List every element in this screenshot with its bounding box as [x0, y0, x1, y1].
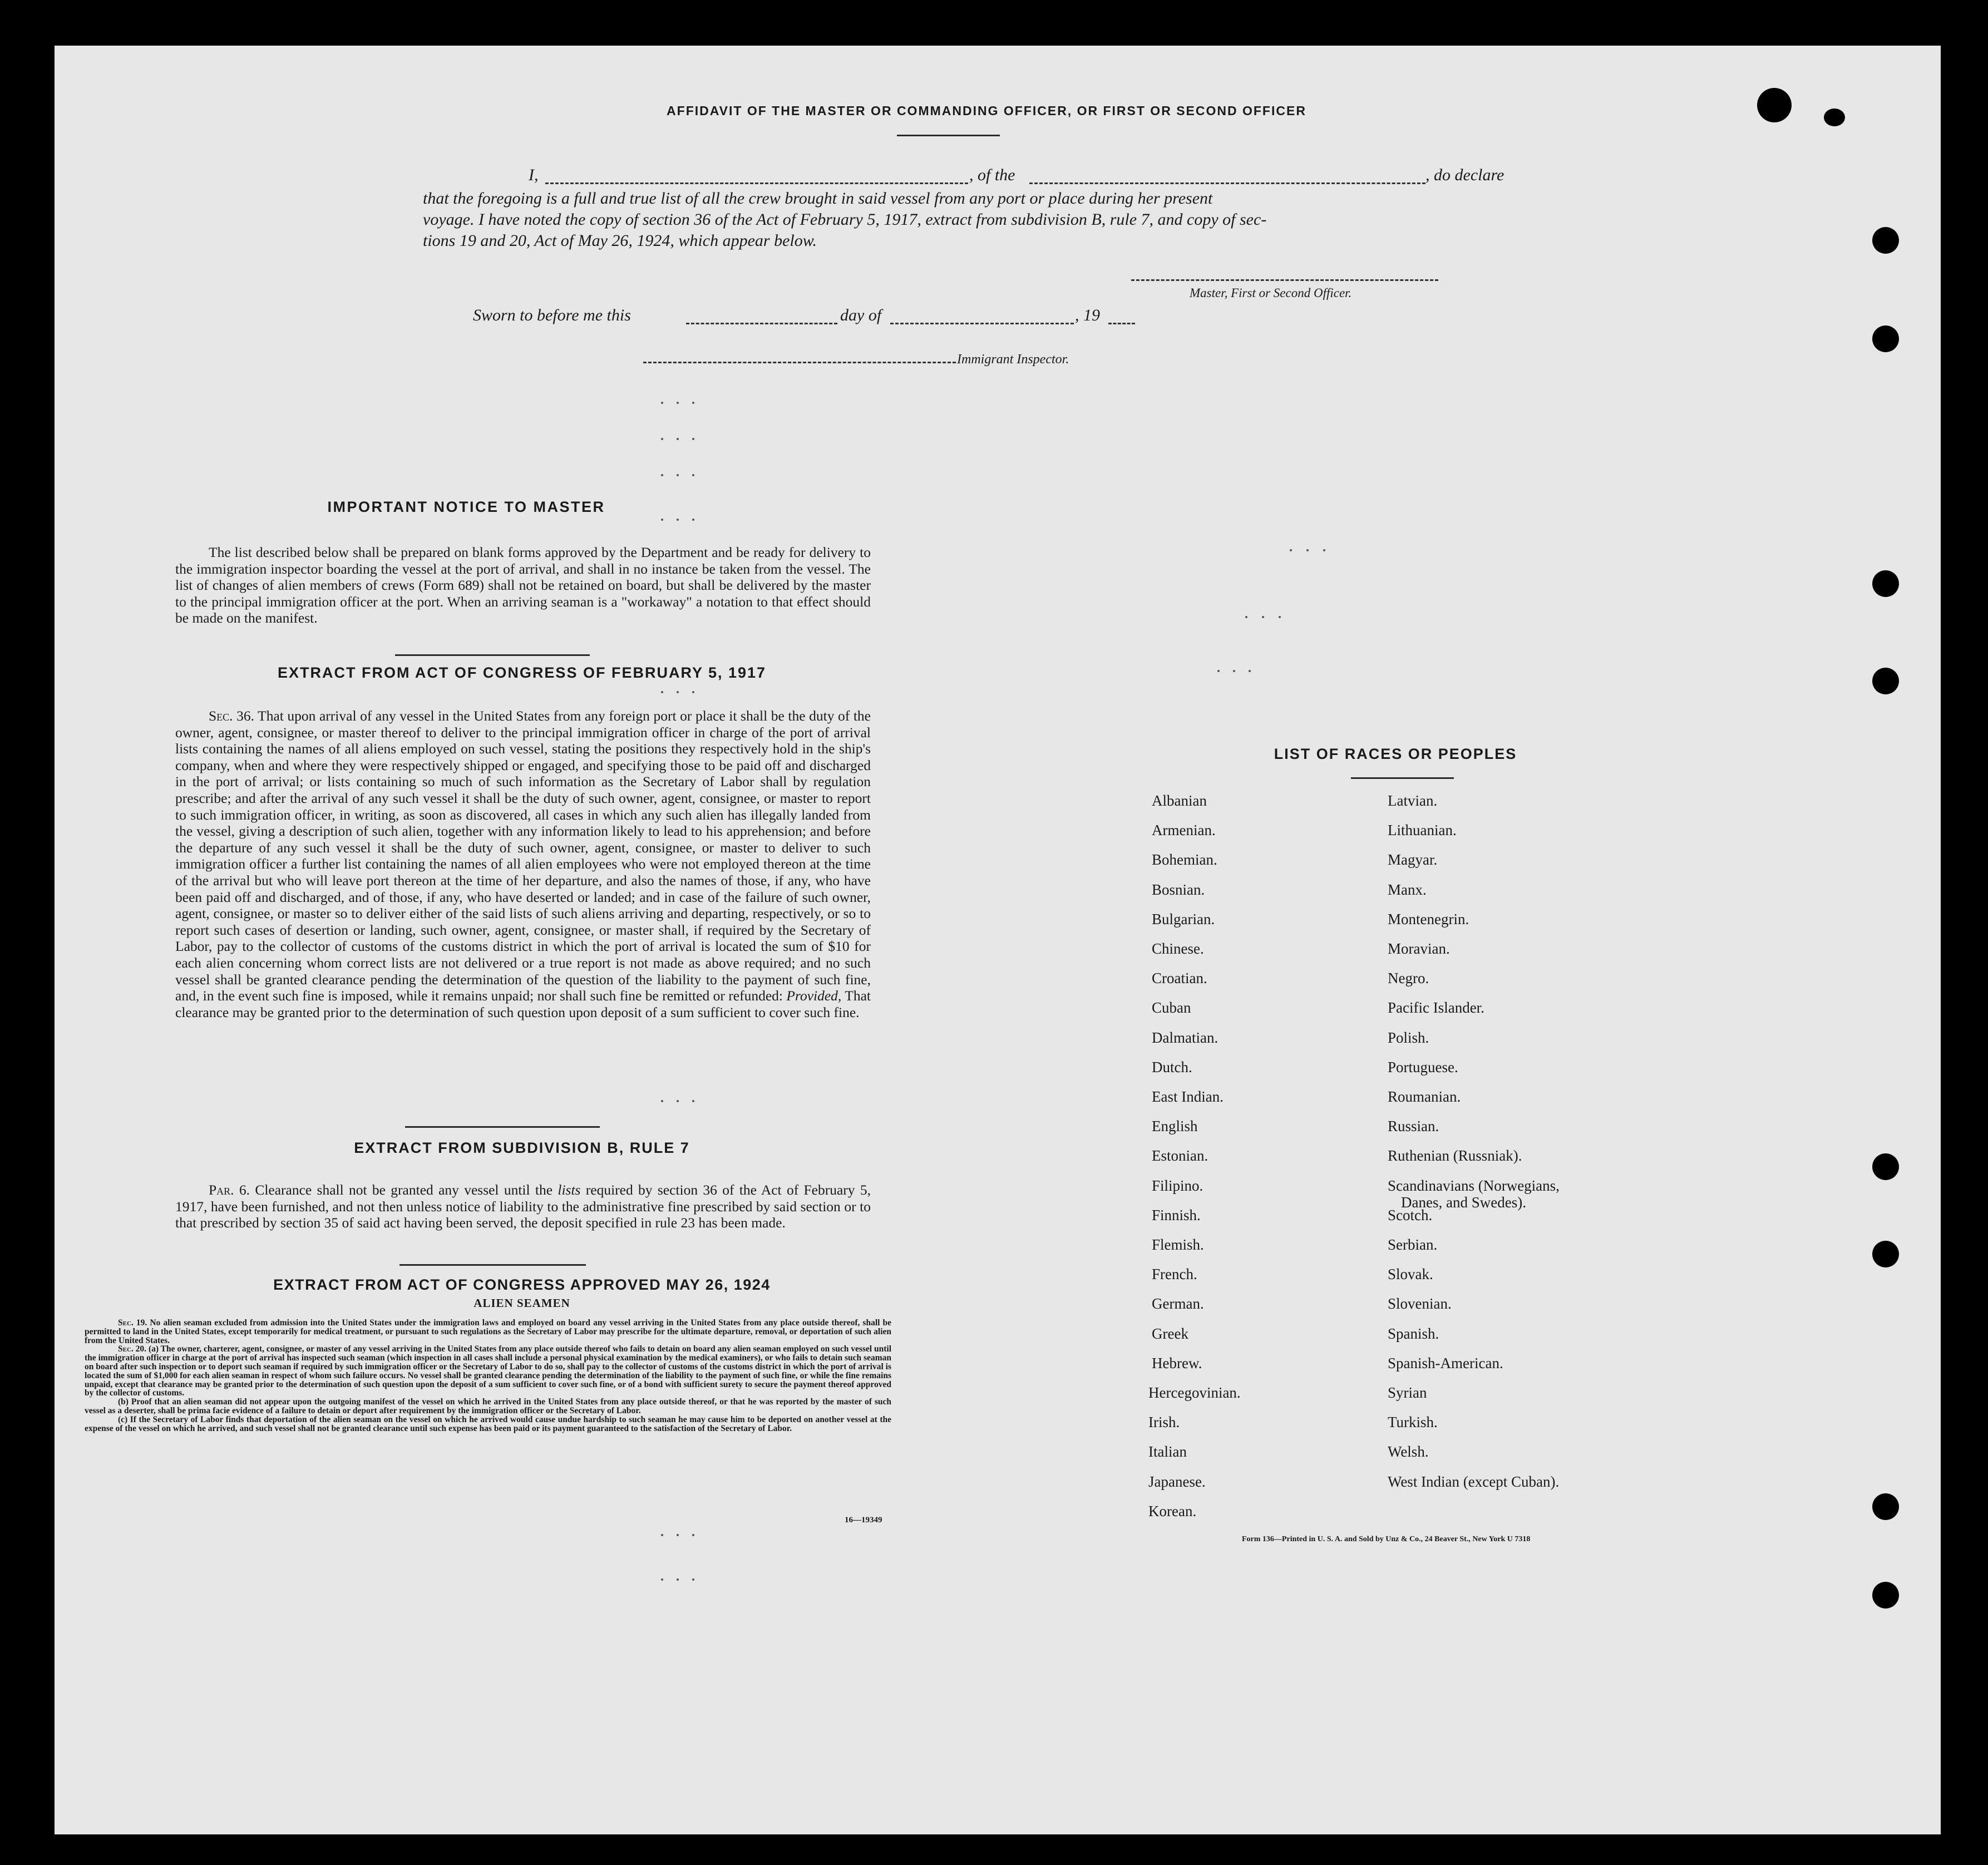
race-item: Croatian. [1152, 970, 1207, 987]
ink-blot-icon [1757, 88, 1792, 122]
affidavit-vessel-field[interactable] [1029, 182, 1425, 184]
race-item: Hebrew. [1152, 1354, 1202, 1371]
speck [692, 691, 694, 693]
ruleb7-rule [399, 1264, 586, 1266]
speck [661, 474, 663, 476]
race-item: Roumanian. [1388, 1088, 1461, 1105]
notice-title: IMPORTANT NOTICE TO MASTER [327, 499, 605, 515]
speck [692, 438, 694, 440]
speck [677, 1534, 679, 1536]
race-item: Italian [1148, 1443, 1187, 1461]
affidavit-of-the-label: , of the [969, 166, 1015, 184]
punch-hole [1872, 1153, 1899, 1180]
speck [677, 691, 679, 693]
sworn-year-field[interactable] [1108, 323, 1135, 324]
inspector-signature-line[interactable] [643, 362, 956, 363]
affidavit-title: AFFIDAVIT OF THE MASTER OR COMMANDING OFFICER, OR FIRST OR SECOND OFFICER [667, 103, 1306, 118]
speck [677, 1578, 679, 1581]
ink-blot-icon [1824, 108, 1845, 126]
master-signature-label: Master, First or Second Officer. [1190, 286, 1352, 300]
race-item: Serbian. [1388, 1236, 1438, 1253]
ruleb7-text-b: required by section 36 of the Act of February 5, 1917, have been furnished, and not then unless notice of liability to the administrative fine prescribed by said section or to that prescribed by section 35 of said act having been served, the deposit specified in rule 23 has been made. [175, 1182, 871, 1231]
affidavit-line2: that the foregoing is a full and true list of all the crew brought in said vessel from any port or place during her present [423, 189, 1213, 208]
punch-hole [1872, 570, 1899, 597]
race-item: Moravian. [1388, 940, 1450, 957]
race-item: Dalmatian. [1152, 1029, 1219, 1046]
act1917-section-text: That upon arrival of any vessel in the United States from any foreign port or place it shall be the duty of the owner, agent, consignee, or master thereof to deliver to the principal immigration officer in charge of the port of arrival lists containing the names of all aliens employed on such vessel, stating the positions they respectively hold in the ship's company, when and where they were respectively shipped or engaged, and specifying those to be paid off and discharged in the port of arrival; or lists containing so much of such information as the Secretary of Labor shall by regulation prescribe; and after the arrival of any such vessel it shall be the duty of such owner, agent, consignee, or master to report to such immigration officer, in writing, as soon as discovered, all cases in which any such alien has illegally landed from the vessel, giving a description of such alien, together with any information likely to lead to his apprehension; and before the departure of any such vessel it shall be the duty of such owner, agent, consignee, or master to deliver to such immigration officer a further list containing the names of all alien employees who were not employed thereon at the time of the arrival but who will leave port thereon at the time of her departure, and also the names of those, if any, who have been paid off and discharged, and of those, if any, who have deserted or landed; and in case of the failure of such owner, agent, consignee, or master so to deliver either of the said lists of such aliens arriving and departing, respectively, or so to report such cases of desertion or landing, such owner, agent, consignee, or master shall, if required by the Secretary of Labor, pay to the collector of customs of the customs district in which the port of arrival is located the sum of $10 for each alien concerning whom correct lists are not delivered or a true report is not made as above required; and no such vessel shall be granted clearance pending the determination of the question of the liability to the payment of such fine, and, in the event such fine is imposed, while it remains unpaid; nor shall such fine be remitted or refunded: [175, 708, 871, 1004]
punch-hole [1872, 227, 1899, 254]
speck [661, 402, 663, 404]
affidavit-line4: tions 19 and 20, Act of May 26, 1924, which appear below. [423, 231, 817, 250]
race-item: Estonian. [1152, 1147, 1208, 1165]
speck [661, 1100, 663, 1102]
speck [661, 1578, 663, 1581]
race-item: East Indian. [1152, 1088, 1224, 1105]
race-item: Latvian. [1388, 792, 1438, 809]
race-item: Finnish. [1152, 1206, 1201, 1223]
race-item: Japanese. [1148, 1473, 1206, 1490]
act1917-text [175, 708, 871, 1020]
speck [661, 438, 663, 440]
form-code: 16—19349 [845, 1516, 882, 1524]
race-item: Slovenian. [1388, 1295, 1452, 1313]
speck [1279, 616, 1281, 618]
speck [677, 402, 679, 404]
race-item: Danes, and Swedes). [1401, 1193, 1526, 1211]
ruleb7-text [175, 1182, 871, 1231]
act1917-title: EXTRACT FROM ACT OF CONGRESS OF FEBRUARY 5, 1917 [277, 664, 767, 681]
act1924-sec20b: (b) Proof that an alien seaman did not appear upon the outgoing manifest of the vessel on which he arrived in the United States from any place outside thereof, or that he was reported by the master of such vessel as a deserter, shall be prima facie evidence of a failure to detain or deport after requirement by the immigration officer or the Secretary of Labor. [85, 1397, 891, 1415]
act1924-sec19 [85, 1319, 891, 1345]
race-item: Lithuanian. [1388, 822, 1457, 839]
day-of-label: day of [840, 306, 882, 324]
race-item: Syrian [1388, 1384, 1427, 1401]
race-item: Spanish. [1388, 1325, 1439, 1342]
race-item: Polish. [1388, 1029, 1429, 1046]
punch-hole [1872, 1241, 1899, 1267]
act1924-sec20c: (c) If the Secretary of Labor finds that deportation of the alien seaman on the vessel on which he arrived would cause undue hardship to such seaman he may cause him to be deported on another vessel at the expense of the vessel on which he arrived, and such vessel shall not be granted clearance until such expense has been paid or its payment guaranteed to the satisfaction of the Secretary of Labor. [85, 1414, 891, 1433]
act1924-sec20a-text: (a) The owner, charterer, agent, consignee, or master of any vessel arriving in the United States from any place outside thereof who fails to detain on board any alien seaman employed on such vessel until the immigration officer in charge at the port of arrival has inspected such seaman (which inspection in all cases shall include a personal physical examination by the medical examiners), or who fails to detain such seaman on board after such inspection or to deport such seaman if required by such immigration officer or the Secretary of Labor to do so, shall pay to the collector of customs of the customs district in which the port of arrival is located the sum of $1,000 for each alien seaman in respect of whom such failure occurs. No vessel shall be granted clearance pending the determination of the liability to the payment of such fine, or while the fine remains unpaid, except that clearance may be granted prior to the determination of such question upon the deposit of a sum sufficient to cover such fine, or of a bond with sufficient surety to secure the payment thereof approved by the collector of customs. [85, 1344, 891, 1398]
speck [661, 1534, 663, 1536]
ruleb7-text-a: Clearance shall not be granted any vessel until the [255, 1182, 553, 1198]
act1917-section-label: Sec. 36. [209, 708, 255, 724]
race-item: Welsh. [1388, 1443, 1429, 1461]
race-item: Turkish. [1388, 1414, 1438, 1431]
act1924-subtitle: ALIEN SEAMEN [473, 1296, 570, 1310]
notice-rule [395, 654, 590, 656]
affidavit-line3: voyage. I have noted the copy of section 36 of the Act of February 5, 1917, extract from subdivision B, rule 7, and copy of sec- [423, 210, 1267, 229]
race-item: Scotch. [1388, 1206, 1433, 1223]
master-signature-line[interactable] [1131, 279, 1438, 281]
punch-hole [1872, 1493, 1899, 1520]
ruleb7-title: EXTRACT FROM SUBDIVISION B, RULE 7 [354, 1139, 690, 1156]
act1917-rule [405, 1126, 600, 1128]
sworn-day-field[interactable] [686, 323, 837, 324]
form-printer-line: Form 136—Printed in U. S. A. and Sold by Unz & Co., 24 Beaver St., New York U 7318 [1242, 1535, 1531, 1543]
act1924-sec19-text: No alien seaman excluded from admission into the United States under the immigration laws and employed on board any vessel arriving in the United States from any place outside thereof, shall be permitted to land in the United States, except temporarily for medical treatment, or pursuant to such regulations as the Secretary of Labor may prescribe for the ultimate departure, removal, or deportation of such alien from the United States. [85, 1318, 892, 1345]
race-item: Hercegovinian. [1148, 1384, 1241, 1401]
speck [692, 1534, 694, 1536]
race-item: Cuban [1152, 999, 1191, 1017]
speck [677, 519, 679, 521]
race-item: Irish. [1148, 1414, 1180, 1431]
races-title-rule [1351, 777, 1454, 779]
race-item: Negro. [1388, 970, 1429, 987]
punch-hole [1872, 1582, 1899, 1609]
affidavit-i-label: I, [529, 166, 539, 184]
speck [692, 1578, 694, 1581]
act1917-provided: Provided, [786, 988, 842, 1004]
speck [1245, 616, 1247, 618]
speck [692, 1100, 694, 1102]
race-item: Bosnian. [1152, 881, 1205, 898]
race-item: French. [1152, 1266, 1197, 1283]
race-item: Russian. [1388, 1118, 1439, 1135]
act1924-sec19-label: Sec. 19. [118, 1318, 147, 1328]
race-item: Bulgarian. [1152, 910, 1215, 927]
race-item: English [1152, 1118, 1198, 1135]
race-item: Scandinavians (Norwegians, [1388, 1177, 1560, 1194]
act1924-sec20a [85, 1345, 891, 1398]
affidavit-declare-label: , do declare [1425, 166, 1504, 184]
ruleb7-lists: lists [558, 1182, 581, 1198]
speck [677, 474, 679, 476]
speck [692, 402, 694, 404]
ruleb7-par-label: Par. 6. [209, 1182, 250, 1198]
race-item: Ruthenian (Russniak). [1388, 1147, 1522, 1165]
race-item: Slovak. [1388, 1266, 1433, 1283]
document-page [55, 46, 1941, 1834]
speck [1290, 549, 1292, 551]
affidavit-title-rule [897, 135, 1000, 136]
race-item: Dutch. [1152, 1058, 1192, 1075]
race-item: Korean. [1148, 1502, 1197, 1519]
speck [677, 438, 679, 440]
sworn-line [473, 306, 1196, 328]
act1924-text [85, 1319, 891, 1433]
race-item: Greek [1152, 1325, 1188, 1342]
speck [1323, 549, 1325, 551]
year-label: , 19 [1075, 306, 1100, 324]
speck [692, 519, 694, 521]
race-item: Manx. [1388, 881, 1427, 898]
speck [661, 519, 663, 521]
affidavit-line1 [473, 166, 1530, 188]
race-item: Albanian [1152, 792, 1207, 809]
punch-hole [1872, 325, 1899, 352]
race-item: Spanish-American. [1388, 1354, 1503, 1371]
speck [1306, 549, 1309, 551]
notice-text: The list described below shall be prepared on blank forms approved by the Department and be ready for delivery to the immigration inspector boarding the vessel at the port of arrival, and shall in no instance be taken from the vessel. The list of changes of alien members of crews (Form 689) shall not be retained on board, but shall be delivered by the master to the principal immigration officer at the port. When an arriving seaman is a "workaway" a notation to that effect should be made on the manifest. [175, 544, 871, 626]
race-item: Portuguese. [1388, 1058, 1458, 1075]
race-item: Armenian. [1152, 822, 1216, 839]
speck [1249, 670, 1251, 672]
speck [1233, 670, 1235, 672]
sworn-label: Sworn to before me this [473, 306, 631, 324]
race-item: Magyar. [1388, 851, 1438, 869]
speck [1217, 670, 1220, 672]
race-item: West Indian (except Cuban). [1388, 1473, 1560, 1490]
race-item: Filipino. [1152, 1177, 1203, 1194]
speck [677, 1100, 679, 1102]
speck [661, 691, 663, 693]
race-item: Montenegrin. [1388, 910, 1469, 927]
race-item: Chinese. [1152, 940, 1204, 957]
speck [692, 474, 694, 476]
races-title: LIST OF RACES OR PEOPLES [1274, 746, 1517, 762]
act1924-title: EXTRACT FROM ACT OF CONGRESS APPROVED MAY 26, 1924 [273, 1276, 771, 1293]
race-item: German. [1152, 1295, 1204, 1313]
act1917-section-text-end: That clearance may be granted prior to the determination of such question upon deposit of a sum sufficient to cover such fine. [175, 988, 871, 1020]
affidavit-name-field[interactable] [545, 182, 968, 184]
punch-hole [1872, 668, 1899, 694]
inspector-label: Immigrant Inspector. [957, 352, 1069, 367]
sworn-month-field[interactable] [890, 323, 1074, 324]
race-item: Pacific Islander. [1388, 999, 1484, 1017]
race-item: Flemish. [1152, 1236, 1204, 1253]
speck [1262, 616, 1264, 618]
race-item: Bohemian. [1152, 851, 1217, 869]
act1924-sec20-label: Sec. 20. [118, 1344, 147, 1354]
